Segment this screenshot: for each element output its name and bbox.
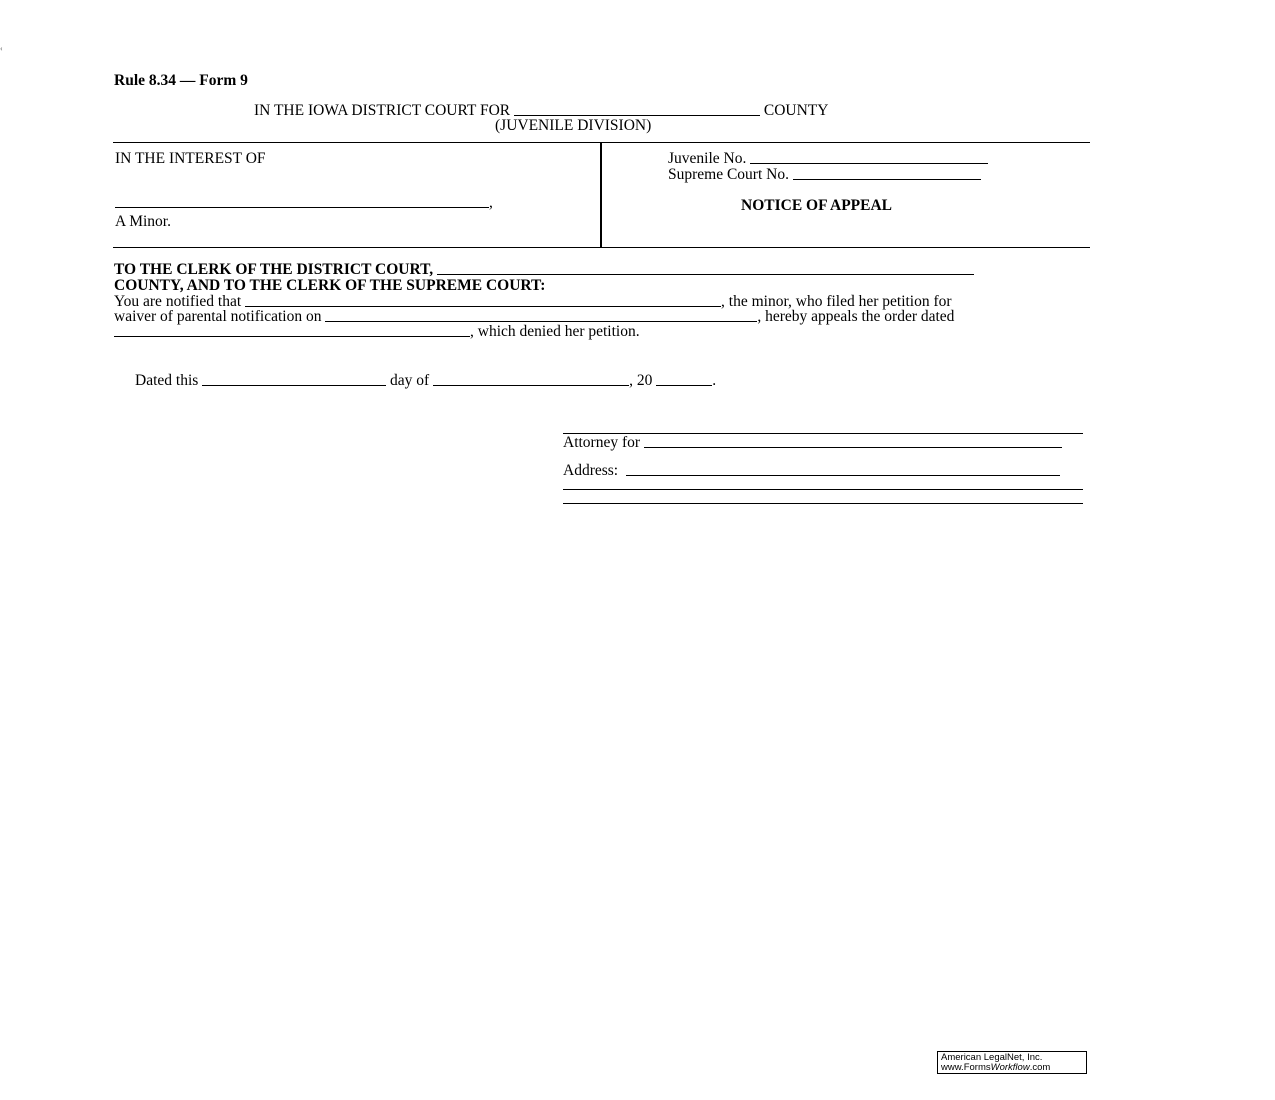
in-interest-of-label: IN THE INTEREST OF (115, 150, 266, 167)
dated-line (135, 373, 716, 389)
badge-url-prefix: www.Forms (941, 1062, 991, 1073)
minor-name-field (115, 195, 493, 211)
corner-mark: ‹ (0, 44, 3, 53)
address-line-2[interactable] (563, 489, 1083, 490)
dated-month-blank[interactable] (433, 384, 629, 386)
juvenile-no-blank[interactable] (750, 162, 988, 164)
court-heading-suffix: COUNTY (763, 102, 829, 119)
badge-url (941, 1063, 1086, 1073)
waiver-suffix: , hereby appeals the order dated (757, 308, 955, 325)
clerk-address-line2: COUNTY, AND TO THE CLERK OF THE SUPREME COURT: (114, 277, 546, 294)
supreme-court-no-field (668, 167, 981, 183)
dated-year-prefix: , 20 (629, 372, 653, 389)
caption-divider (600, 142, 602, 248)
address-label: Address: (563, 462, 619, 479)
document-title: NOTICE OF APPEAL (741, 197, 892, 214)
caption-bottom-rule (113, 247, 1090, 248)
supreme-court-no-label: Supreme Court No. (668, 166, 789, 183)
dated-period: . (712, 372, 717, 389)
notified-prefix: You are notified that (114, 293, 242, 310)
juvenile-no-field (668, 151, 988, 167)
address-line-3[interactable] (563, 503, 1083, 504)
denied-suffix: , which denied her petition. (470, 323, 640, 340)
badge-url-italic: Workflow (990, 1062, 1030, 1073)
dated-day-of: day of (390, 372, 430, 389)
notified-suffix: , the minor, who filed her petition for (721, 293, 952, 310)
badge-url-suffix: .com (1029, 1062, 1051, 1073)
attorney-for-blank[interactable] (644, 446, 1062, 448)
rule-form-label: Rule 8.34 — Form 9 (114, 72, 248, 89)
supreme-court-no-blank[interactable] (793, 178, 981, 180)
american-legalnet-badge (937, 1051, 1087, 1074)
clerk-line1-text: TO THE CLERK OF THE DISTRICT COURT, (114, 261, 434, 278)
county-blank[interactable] (514, 114, 760, 116)
order-date-blank[interactable] (114, 335, 470, 337)
minor-name-blank[interactable] (115, 206, 489, 208)
address-field (563, 463, 1060, 479)
juvenile-no-label: Juvenile No. (668, 150, 747, 167)
court-heading-prefix: IN THE IOWA DISTRICT COURT FOR (254, 102, 511, 119)
minor-name-comma: , (489, 194, 493, 211)
waiver-prefix: waiver of parental notification on (114, 308, 322, 325)
attorney-for-field (563, 435, 1062, 451)
division-label: (JUVENILE DIVISION) (495, 117, 652, 134)
dated-day-blank[interactable] (202, 384, 386, 386)
minor-name-notice-blank[interactable] (245, 305, 721, 307)
a-minor-label: A Minor. (115, 213, 171, 230)
badge-company: American LegalNet, Inc. (941, 1052, 1043, 1063)
denied-line (114, 324, 640, 340)
district-county-blank[interactable] (437, 273, 974, 275)
address-line-1-blank[interactable] (626, 474, 1060, 476)
attorney-for-label: Attorney for (563, 434, 641, 451)
dated-year-blank[interactable] (656, 384, 712, 386)
waiver-date-blank[interactable] (325, 320, 757, 322)
clerk-address-line1 (114, 262, 974, 278)
dated-prefix: Dated this (135, 372, 199, 389)
